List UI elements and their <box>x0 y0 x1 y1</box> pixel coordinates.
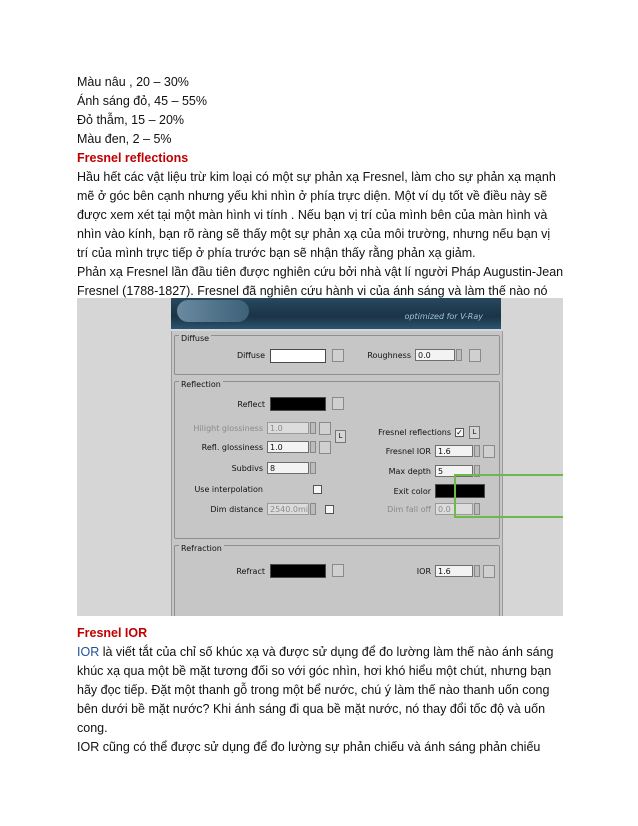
refl-glossiness-input[interactable]: 1.0 <box>267 441 309 453</box>
fresnel-reflections-line: được xem xét tại một màn hình vi tính . Nếu bạn vị trí của mình bên của màn hình và <box>77 208 548 222</box>
fresnel-ior-first-line-rest: là viết tắt của chỉ số khúc xạ và được sử dụng để đo lường làm thế nào ánh sáng <box>99 645 554 659</box>
max-depth-input[interactable]: 5 <box>435 465 473 477</box>
refract-map-button[interactable] <box>332 564 344 577</box>
dim-distance-input[interactable]: 2540.0mi <box>267 503 309 515</box>
max-depth-label: Max depth <box>388 467 431 476</box>
fresnel-ior-block <box>77 624 577 757</box>
ior-map-button[interactable] <box>483 565 495 578</box>
diffuse-map-button[interactable] <box>332 349 344 362</box>
hilight-glossiness-spinner[interactable] <box>310 422 316 434</box>
dim-falloff-label: Dim fall off <box>387 505 431 514</box>
hilight-glossiness-label: Hilight glossiness <box>193 424 263 433</box>
intro-line: Đỏ thẫm, 15 – 20% <box>77 113 185 127</box>
fresnel-ior-line: cong. <box>77 721 108 735</box>
fresnel-reflections-heading: Fresnel reflections <box>77 151 189 165</box>
material-panel <box>171 331 503 616</box>
fresnel-ior-input[interactable]: 1.6 <box>435 445 473 457</box>
fresnel-ior-label: Fresnel IOR <box>385 447 431 456</box>
fresnel-ior-line: bên dưới bề mặt nước? Khi ánh sáng đi qua bề mặt nước, nó thay đổi tốc độ và uốn <box>77 702 546 716</box>
fresnel-ior-line: khúc xạ qua một bề mặt tương đối so với góc nhìn, hơi khó hiểu một chút, nhưng bạn <box>77 664 552 678</box>
ior-label: IOR <box>416 567 431 576</box>
vray-logo-icon <box>177 300 249 322</box>
fresnel-ior-heading: Fresnel IOR <box>77 626 148 640</box>
fresnel-highlight-box <box>454 474 563 518</box>
subdivs-input[interactable]: 8 <box>267 462 309 474</box>
vray-banner <box>171 298 501 329</box>
dim-falloff-input[interactable]: 0.0 <box>435 503 473 515</box>
diffuse-group <box>174 335 500 375</box>
roughness-input[interactable]: 0.0 <box>415 349 455 361</box>
intro-line: Ánh sáng đỏ, 45 – 55% <box>77 94 207 108</box>
fresnel-reflections-line: mẽ ở góc bên cạnh nhưng yếu khi nhìn ở phía trực diện. Một ví dụ tốt về điều này sẽ <box>77 189 548 203</box>
refraction-group-title: Refraction <box>181 544 222 553</box>
reflect-color-swatch[interactable] <box>270 397 326 411</box>
roughness-spinner[interactable] <box>456 349 462 361</box>
diffuse-group-title: Diffuse <box>181 334 210 343</box>
hilight-glossiness-input[interactable]: 1.0 <box>267 422 309 434</box>
intro-line: Màu nâu , 20 – 30% <box>77 75 189 89</box>
banner-tagline: optimized for V-Ray <box>404 312 483 321</box>
subdivs-label: Subdivs <box>231 464 263 473</box>
fresnel-reflections-checkbox[interactable]: ✓ <box>456 428 463 437</box>
fresnel-reflections-line: Fresnel (1788-1827). Fresnel đã nghiên cứu hành vi của ánh sáng và làm thế nào nó <box>77 284 548 298</box>
material-editor-screenshot <box>77 298 563 616</box>
fresnel-reflections-line: Phản xạ Fresnel lần đầu tiên được nghiên cứu bởi nhà vật lí người Pháp Augustin-Jean <box>77 265 564 279</box>
ior-input[interactable]: 1.6 <box>435 565 473 577</box>
dim-distance-label: Dim distance <box>210 505 263 514</box>
refl-glossiness-label: Refl. glossiness <box>201 443 263 452</box>
use-interpolation-checkbox[interactable] <box>313 485 322 494</box>
fresnel-ior-spinner[interactable] <box>474 445 480 457</box>
fresnel-reflections-line: nhìn vào kính, bạn rõ ràng sẽ thấy một sự phản xạ của môi trường, nhưng nếu bạn vị <box>77 227 551 241</box>
fresnel-lock-button[interactable]: L <box>469 426 480 439</box>
fresnel-ior-map-button[interactable] <box>483 445 495 458</box>
reflect-map-button[interactable] <box>332 397 344 410</box>
refract-color-swatch[interactable] <box>270 564 326 578</box>
refl-glossiness-spinner[interactable] <box>310 441 316 453</box>
reflect-label: Reflect <box>237 400 265 409</box>
fresnel-ior-line: IOR cũng có thể được sử dụng để đo lường sự phản chiếu và ánh sáng phản chiếu <box>77 740 541 754</box>
refract-label: Refract <box>236 567 265 576</box>
diffuse-color-swatch[interactable] <box>270 349 326 363</box>
reflection-group <box>174 381 500 539</box>
refraction-group <box>174 545 500 616</box>
ior-spinner[interactable] <box>474 565 480 577</box>
fresnel-ior-line: hãy đọc tiếp. Đặt một thanh gỗ trong một bể nước, chú ý làm thế nào thanh uốn cong <box>77 683 550 697</box>
hilight-glossiness-map-button[interactable] <box>319 422 331 435</box>
exit-color-label: Exit color <box>393 487 431 496</box>
intro-line: Màu đen, 2 – 5% <box>77 132 172 146</box>
ior-word: IOR <box>77 645 100 659</box>
intro-block <box>77 73 577 320</box>
hilight-lock-button[interactable]: L <box>335 430 346 443</box>
dim-distance-spinner[interactable] <box>310 503 316 515</box>
fresnel-ior-line <box>77 643 577 662</box>
refl-glossiness-map-button[interactable] <box>319 441 331 454</box>
roughness-map-button[interactable] <box>469 349 481 362</box>
use-interpolation-label: Use interpolation <box>194 485 263 494</box>
subdivs-spinner[interactable] <box>310 462 316 474</box>
fresnel-reflections-label: Fresnel reflections <box>378 428 451 437</box>
roughness-label: Roughness <box>367 351 411 360</box>
fresnel-reflections-line: Hầu hết các vật liệu trừ kim loại có một sự phản xạ Fresnel, làm cho sự phản xạ mạnh <box>77 170 556 184</box>
fresnel-reflections-line: trí của mình trực tiếp ở phía trước bạn sẽ nhận thấy rằng phản xạ giảm. <box>77 246 476 260</box>
diffuse-label: Diffuse <box>236 351 265 360</box>
reflection-group-title: Reflection <box>181 380 221 389</box>
dim-distance-checkbox[interactable] <box>325 505 334 514</box>
